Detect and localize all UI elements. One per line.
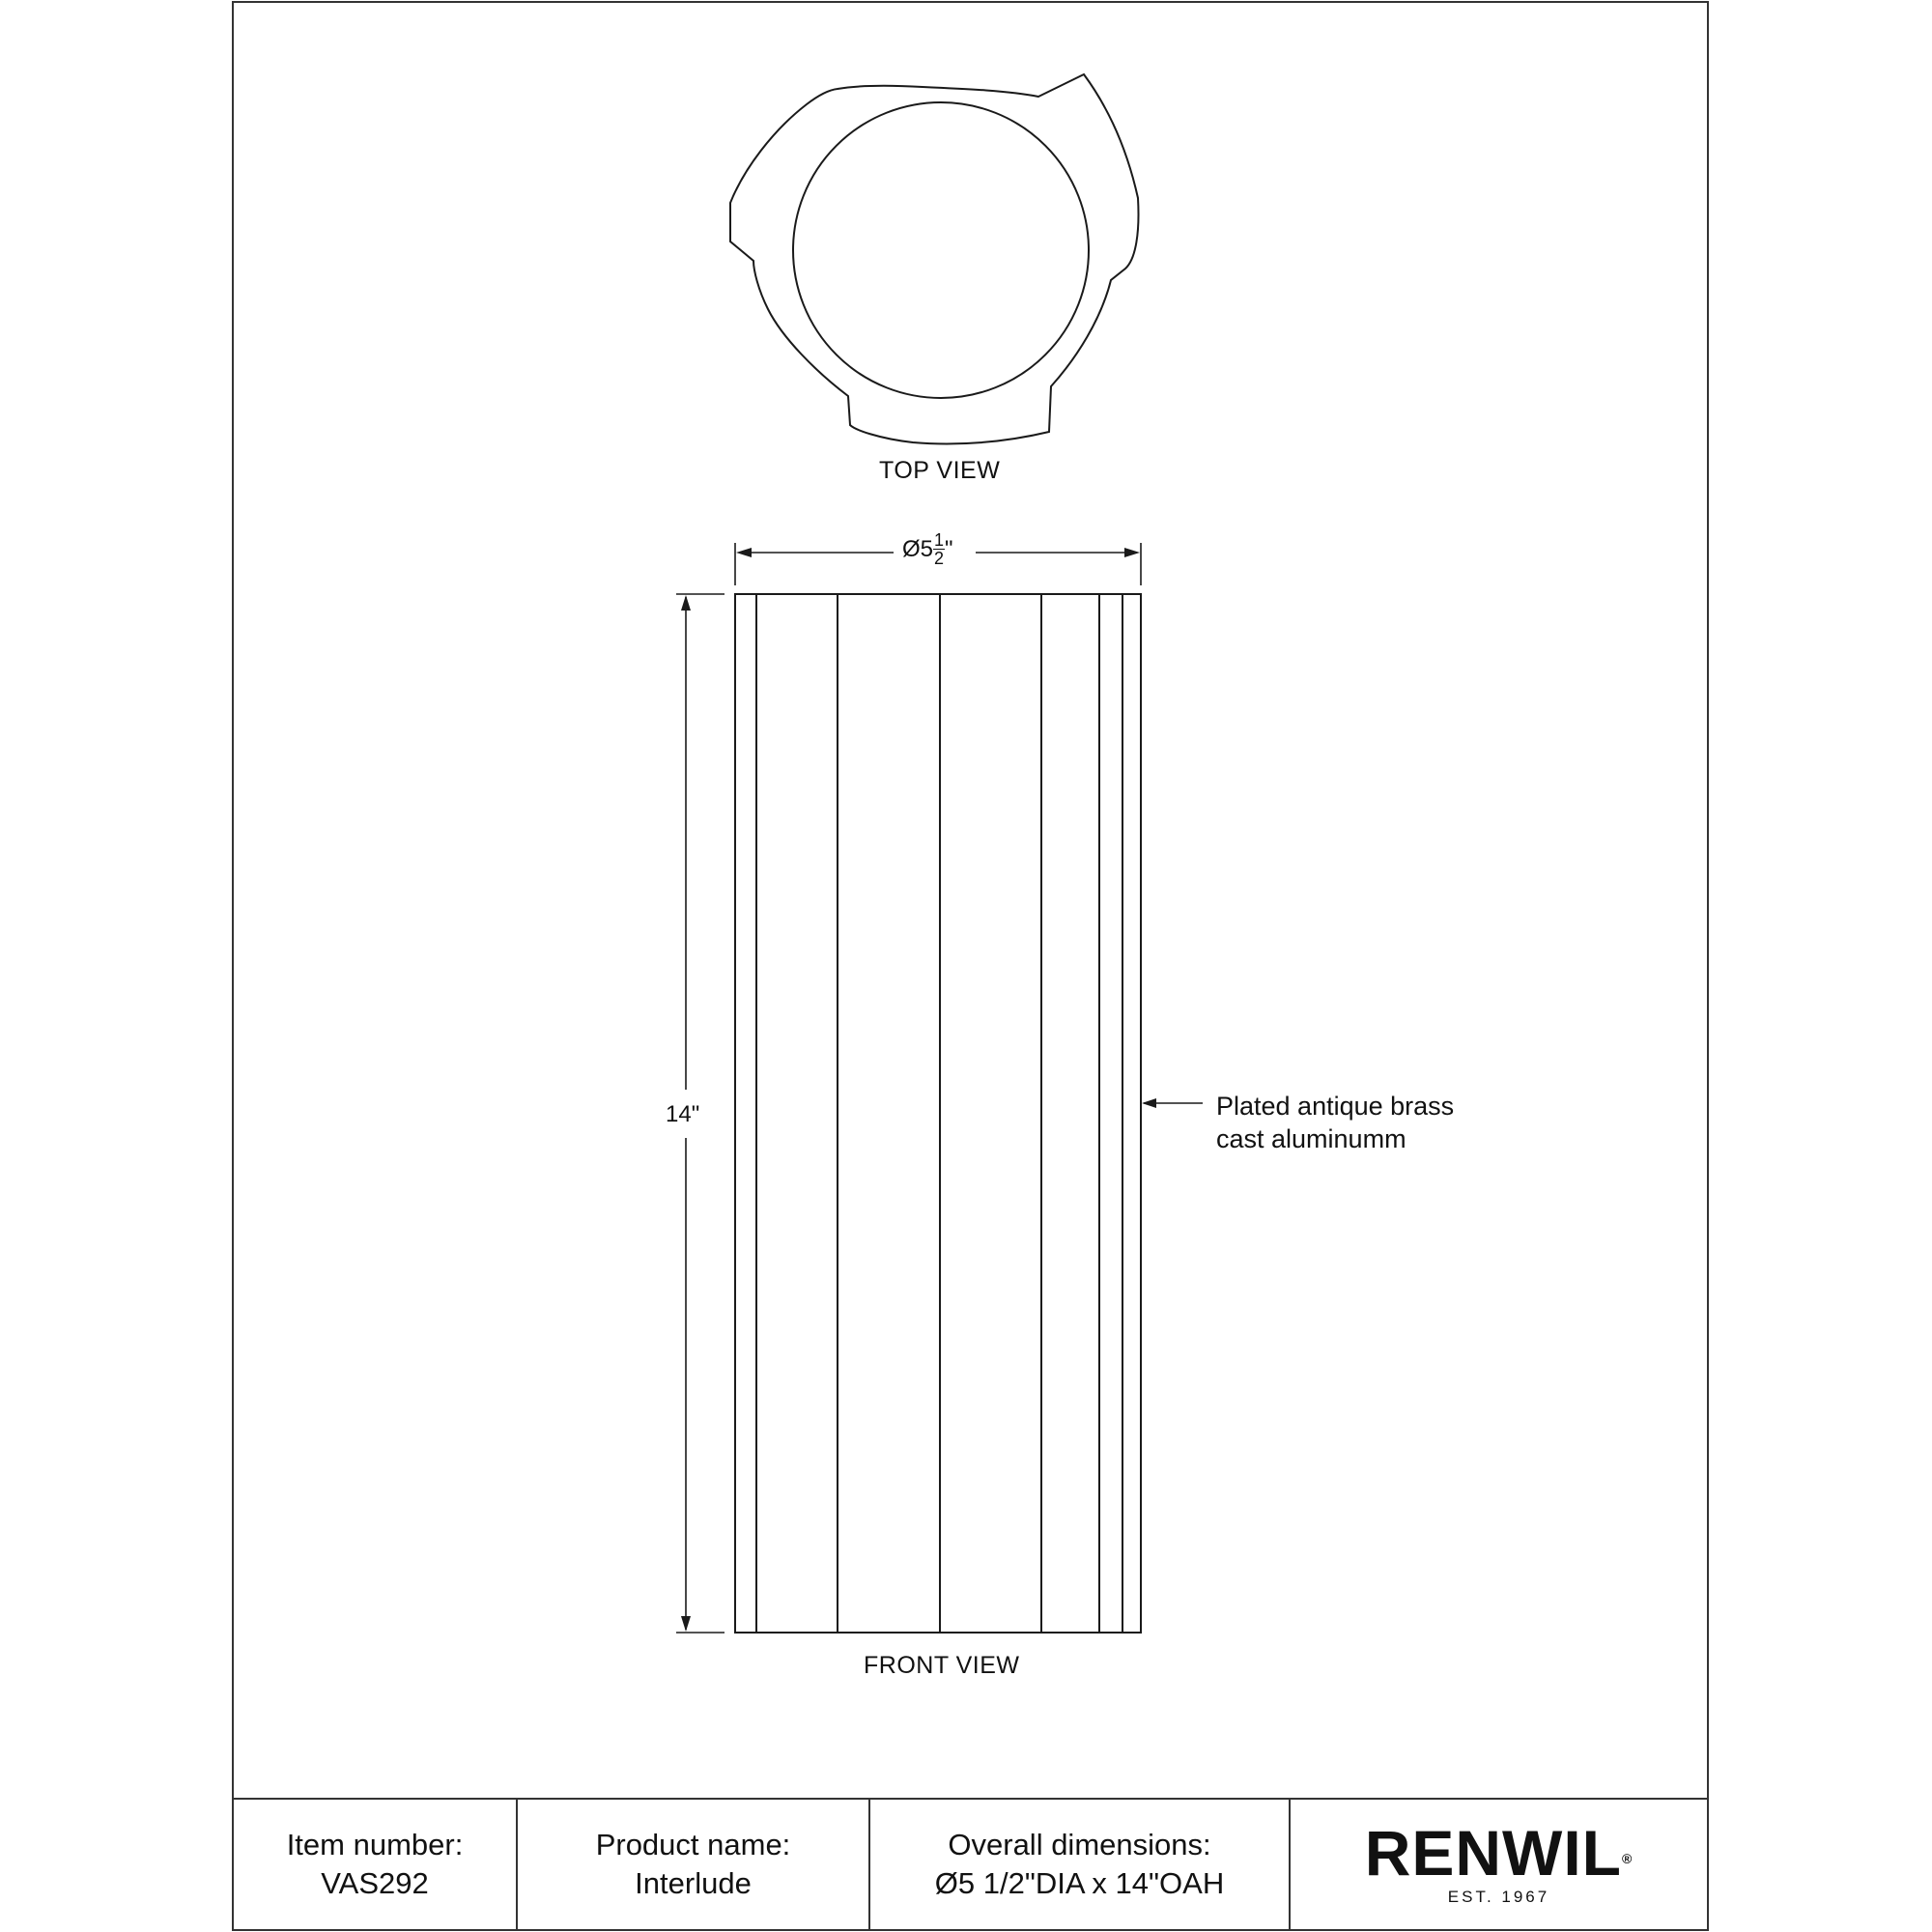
arrowhead bbox=[681, 595, 691, 611]
brand-tagline: EST. 1967 bbox=[1447, 1888, 1550, 1906]
registered-mark: ® bbox=[1621, 1851, 1634, 1866]
top-view-label: TOP VIEW bbox=[879, 457, 1001, 484]
brand-wordmark bbox=[1364, 1817, 1634, 1889]
brand-logo bbox=[1290, 1799, 1708, 1930]
front-view-body bbox=[735, 594, 1141, 1633]
fraction-numerator: 1 bbox=[934, 530, 945, 550]
item-number-label: Item number: bbox=[286, 1828, 464, 1861]
arrowhead bbox=[1142, 1098, 1156, 1108]
width-fraction bbox=[933, 531, 945, 567]
sheet-border bbox=[233, 2, 1708, 1930]
callout-line-2: cast aluminumm bbox=[1216, 1124, 1406, 1153]
fraction-denominator: 2 bbox=[934, 549, 945, 568]
front-view-label: FRONT VIEW bbox=[864, 1652, 1020, 1679]
width-prefix: Ø5 bbox=[902, 535, 934, 562]
product-name-value: Interlude bbox=[635, 1866, 752, 1900]
callout-line-1: Plated antique brass bbox=[1216, 1092, 1455, 1121]
arrowhead bbox=[1124, 548, 1140, 557]
product-name-cell bbox=[517, 1799, 869, 1930]
material-callout bbox=[1216, 1090, 1454, 1155]
width-dimension-label bbox=[902, 531, 953, 567]
arrowhead bbox=[681, 1616, 691, 1632]
brand-name: RENWIL bbox=[1364, 1817, 1622, 1889]
overall-dimensions-cell bbox=[869, 1799, 1290, 1930]
height-dimension-label: 14" bbox=[666, 1101, 700, 1127]
item-number-value: VAS292 bbox=[321, 1866, 429, 1900]
width-suffix: " bbox=[945, 535, 953, 562]
arrowhead bbox=[736, 548, 752, 557]
top-view-drawing bbox=[730, 74, 1138, 444]
callout-leader bbox=[1142, 1098, 1203, 1108]
top-view-outer-profile bbox=[730, 74, 1138, 444]
item-number-cell bbox=[233, 1799, 517, 1930]
overall-dimensions-label: Overall dimensions: bbox=[948, 1828, 1211, 1861]
product-name-label: Product name: bbox=[595, 1828, 791, 1861]
overall-dimensions-value: Ø5 1/2"DIA x 14"OAH bbox=[934, 1866, 1225, 1900]
top-view-inner-circle bbox=[793, 102, 1089, 398]
front-view-drawing bbox=[735, 594, 1141, 1633]
